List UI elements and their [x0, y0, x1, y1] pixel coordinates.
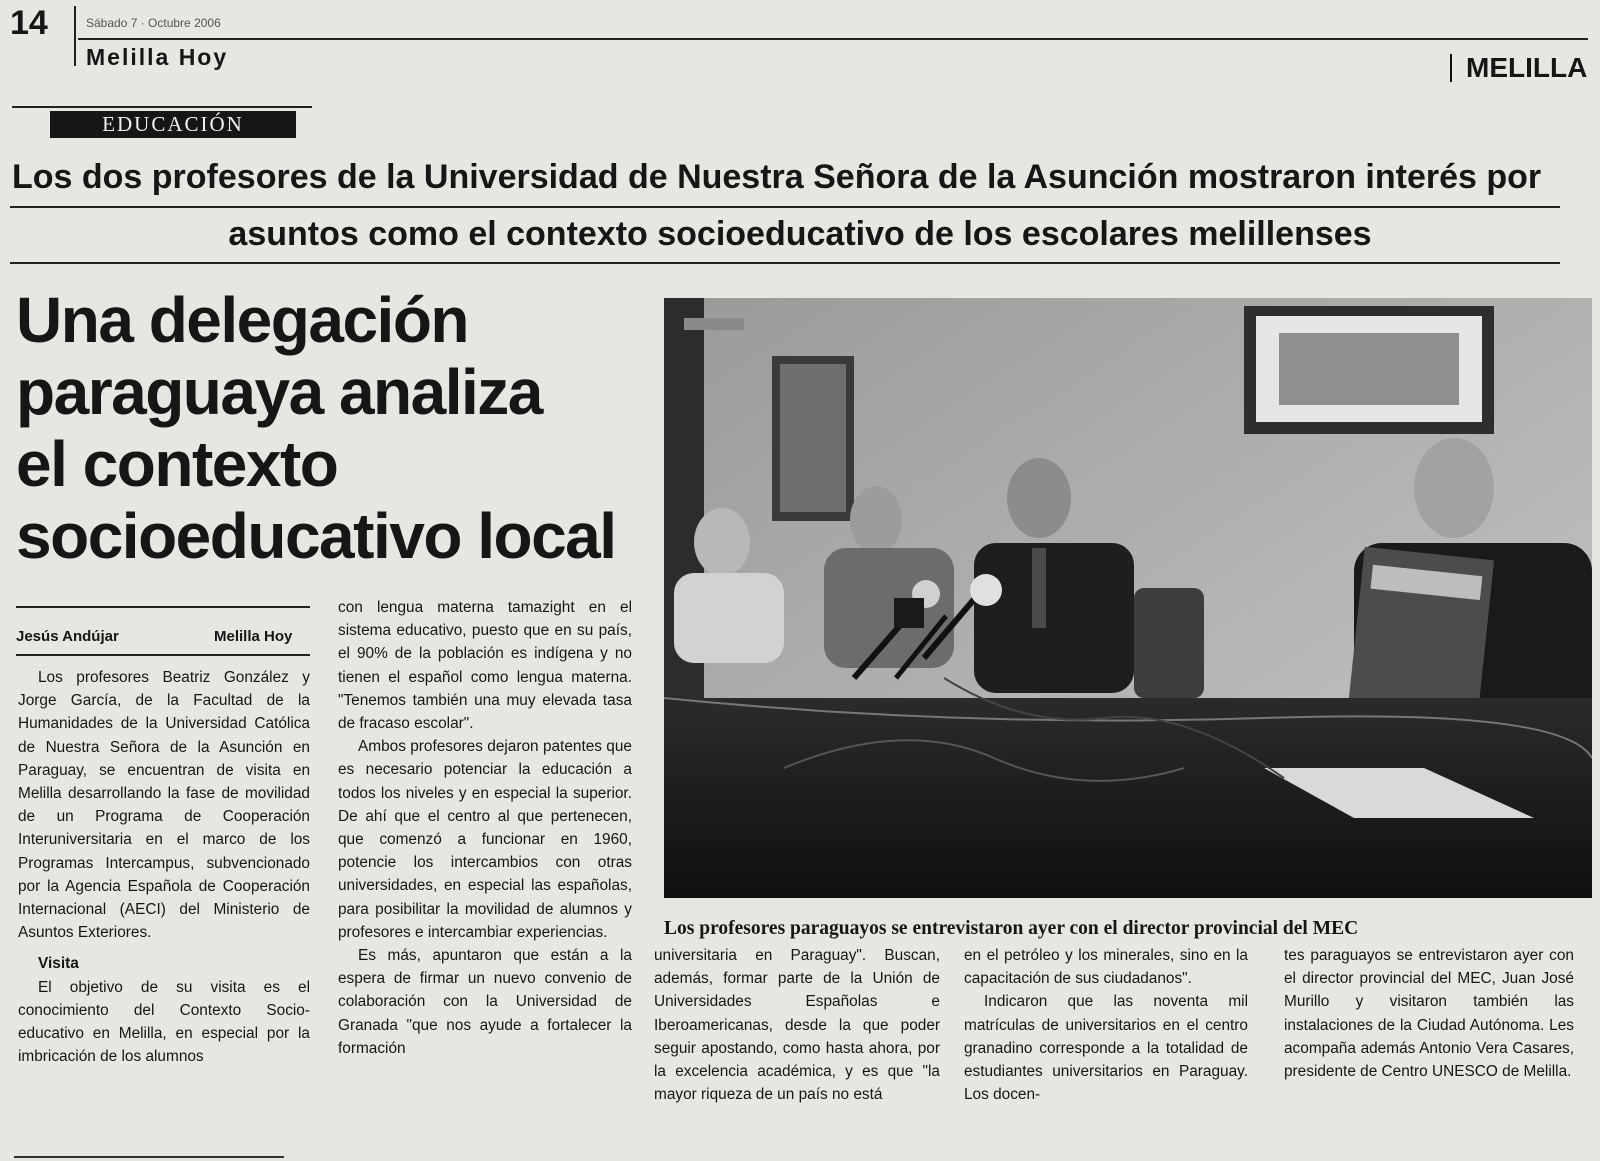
page-number: 14: [10, 4, 48, 42]
subhead-rule-1: [10, 206, 1560, 208]
article-paragraph: con lengua materna tamazight en el sistema educativo, puesto que en su país, el 90% de la población es indígena y no tienen el español como lengua materna. "Tenemos también una muy elevada tasa de fracaso escolar".: [338, 599, 632, 733]
article-paragraph: tes paraguayos se entrevistaron ayer con el director provincial del MEC, Juan José Murillo y visitaron también las instalaciones de la Ciudad Autónoma. Les acompaña además Antonio Vera Casares, presidente de Centro UNESCO de Melilla.: [1284, 947, 1574, 1081]
byline-rule-top: [16, 606, 310, 608]
article-column-1: [18, 666, 310, 1068]
photo-illustration: [664, 298, 1592, 898]
photo-caption: Los profesores paraguayos se entrevistaron ayer con el director provincial del MEC: [664, 918, 1359, 939]
article-paragraph: universitaria en Paraguay". Buscan, además, formar parte de la Unión de Universidades Españolas e Iberoamericanas, desde la que poder seguir apostando, como hasta ahora, por la excelencia académica, y es que "la mayor riqueza de un país no está: [654, 947, 940, 1104]
section-label: EDUCACIÓN: [50, 111, 296, 138]
article-paragraph: Los profesores Beatriz González y Jorge García, de la Facultad de la Humanidades de la Universidad Católica de Nuestra Señora de la Asunción en Paraguay, se encuentran de visita en Melilla desarrollando la fase de movilidad de un Programa de Cooperación Interuniversitaria en el marco de los Programas Intercampus, subvencionado por la Agencia Española de Cooperación Internacional (AECI) del Ministerio de Asuntos Exteriores.: [18, 669, 310, 942]
masthead-divider: [74, 6, 76, 66]
headline: [16, 284, 636, 572]
article-paragraph: en el petróleo y los minerales, sino en la capacitación de sus ciudadanos".: [964, 947, 1248, 988]
page-bottom-rule: [14, 1156, 284, 1158]
article-column-4: [964, 944, 1248, 1106]
article-paragraph: Indicaron que las noventa mil matrículas de universitarios en el centro granadino corresponde a la totalidad de estudiantes universitarios en Paraguay. Los docen-: [964, 993, 1248, 1104]
article-column-2: [338, 596, 632, 1060]
headline-line-3: el contexto: [16, 428, 338, 500]
article-paragraph: Ambos profesores dejaron patentes que es necesario potenciar la educación a todos los niveles y en especial la superior. De ahí que el centro al que pertenecen, que comenzó a funcionar en 1960, potencie los intercambios con otras universidades, en especial las españolas, para posibilitar la movilidad de alumnos y profesores e intercambiar experiencias.: [338, 738, 632, 941]
article-paragraph: Es más, apuntaron que están a la espera de firmar un nuevo convenio de colaboración con la Universidad de Granada "que nos ayude a fortalecer la formación: [338, 947, 632, 1057]
city-section-label: MELILLA: [1466, 52, 1588, 83]
byline-rule-bottom: [16, 654, 310, 656]
issue-date: Sábado 7 · Octubre 2006: [86, 16, 221, 30]
headline-line-4: socioeducativo local: [16, 500, 616, 572]
byline-publication: Melilla Hoy: [214, 628, 293, 645]
section-rule: [12, 106, 312, 108]
subhead-line-1: Los dos profesores de la Universidad de Nuestra Señora de la Asunción mostraron interés por: [12, 158, 1542, 196]
article-paragraph: El objetivo de su visita es el conocimiento del Contexto Socio-educativo en Melilla, en especial por la imbricación de los alumnos: [18, 978, 310, 1066]
article-column-3: [654, 944, 940, 1106]
article-subtitle: Visita: [38, 955, 79, 973]
byline-author: Jesús Andújar: [16, 628, 119, 645]
newspaper-name: Melilla Hoy: [86, 44, 229, 70]
article-column-5: [1284, 944, 1574, 1083]
subhead-line-2: asuntos como el contexto socioeducativo de los escolares melillenses: [228, 215, 1372, 253]
subhead-rule-2: [10, 262, 1560, 264]
headline-line-2: paraguaya analiza: [16, 356, 542, 428]
press-conference-photo: [664, 298, 1592, 898]
masthead-rule: [78, 38, 1588, 40]
city-divider: [1450, 54, 1452, 82]
headline-line-1: Una delegación: [16, 284, 468, 356]
